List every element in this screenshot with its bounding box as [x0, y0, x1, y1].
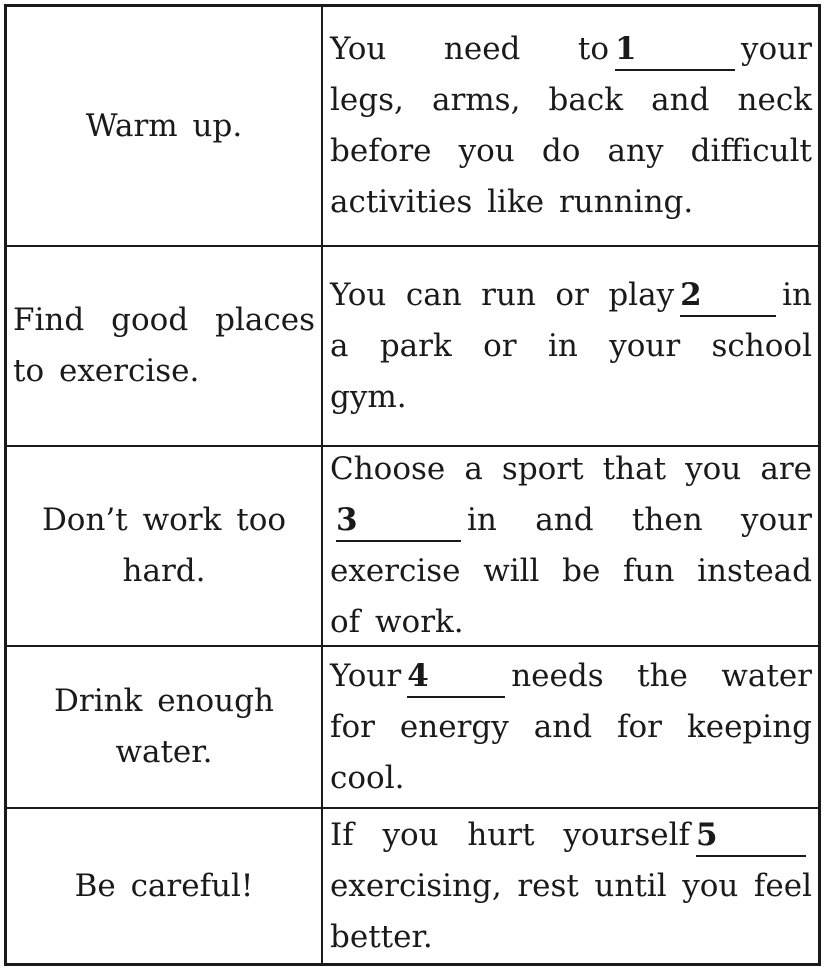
- advice-text-5: [330, 810, 812, 963]
- advice-after-5: exercising, rest until you feel better.: [330, 867, 812, 955]
- advice-text-4: [330, 651, 812, 804]
- tip-cell-1: [7, 7, 323, 247]
- advice-after-3: in and then your exercise will be fun instead of work.: [330, 502, 812, 640]
- advice-after-4: needs the water for energy and for keeping cool.: [330, 657, 812, 796]
- advice-before-3: Choose a sport that you are: [330, 451, 812, 487]
- tip-cell-4: [7, 647, 323, 809]
- advice-cell-2: [323, 247, 818, 447]
- tip-text-2: Find good places to exercise.: [13, 302, 315, 389]
- tip-text-4: Drink enough water.: [54, 683, 274, 770]
- tip-cell-5: [7, 809, 323, 963]
- tip-text-1: Warm up.: [85, 107, 243, 144]
- advice-text-2: [330, 270, 812, 423]
- advice-cell-5: [323, 809, 818, 963]
- blank-3: 3: [336, 500, 461, 542]
- advice-before-1: You need to: [330, 31, 610, 67]
- advice-before-4: Your: [330, 657, 402, 694]
- advice-after-2: in a park or in your school gym.: [330, 276, 812, 415]
- blank-4: 4: [407, 656, 505, 698]
- advice-cell-1: [323, 7, 818, 247]
- tip-text-5: Be careful!: [74, 867, 254, 904]
- blank-2: 2: [680, 275, 776, 317]
- advice-cell-4: [323, 647, 818, 809]
- advice-text-3: [330, 444, 812, 648]
- advice-before-2: You can run or play: [330, 276, 675, 313]
- advice-after-1: your legs, arms, back and neck before you do any difficult activities like running.: [330, 31, 812, 220]
- blank-5: 5: [696, 815, 806, 857]
- tips-table: [4, 4, 821, 966]
- tip-cell-2: [7, 247, 323, 447]
- tip-cell-3: [7, 447, 323, 647]
- advice-cell-3: [323, 447, 818, 647]
- advice-before-5: If you hurt yourself: [330, 816, 690, 853]
- advice-text-1: [330, 24, 812, 228]
- blank-1: 1: [615, 29, 735, 71]
- tip-text-3: Don’t work too hard.: [41, 502, 287, 589]
